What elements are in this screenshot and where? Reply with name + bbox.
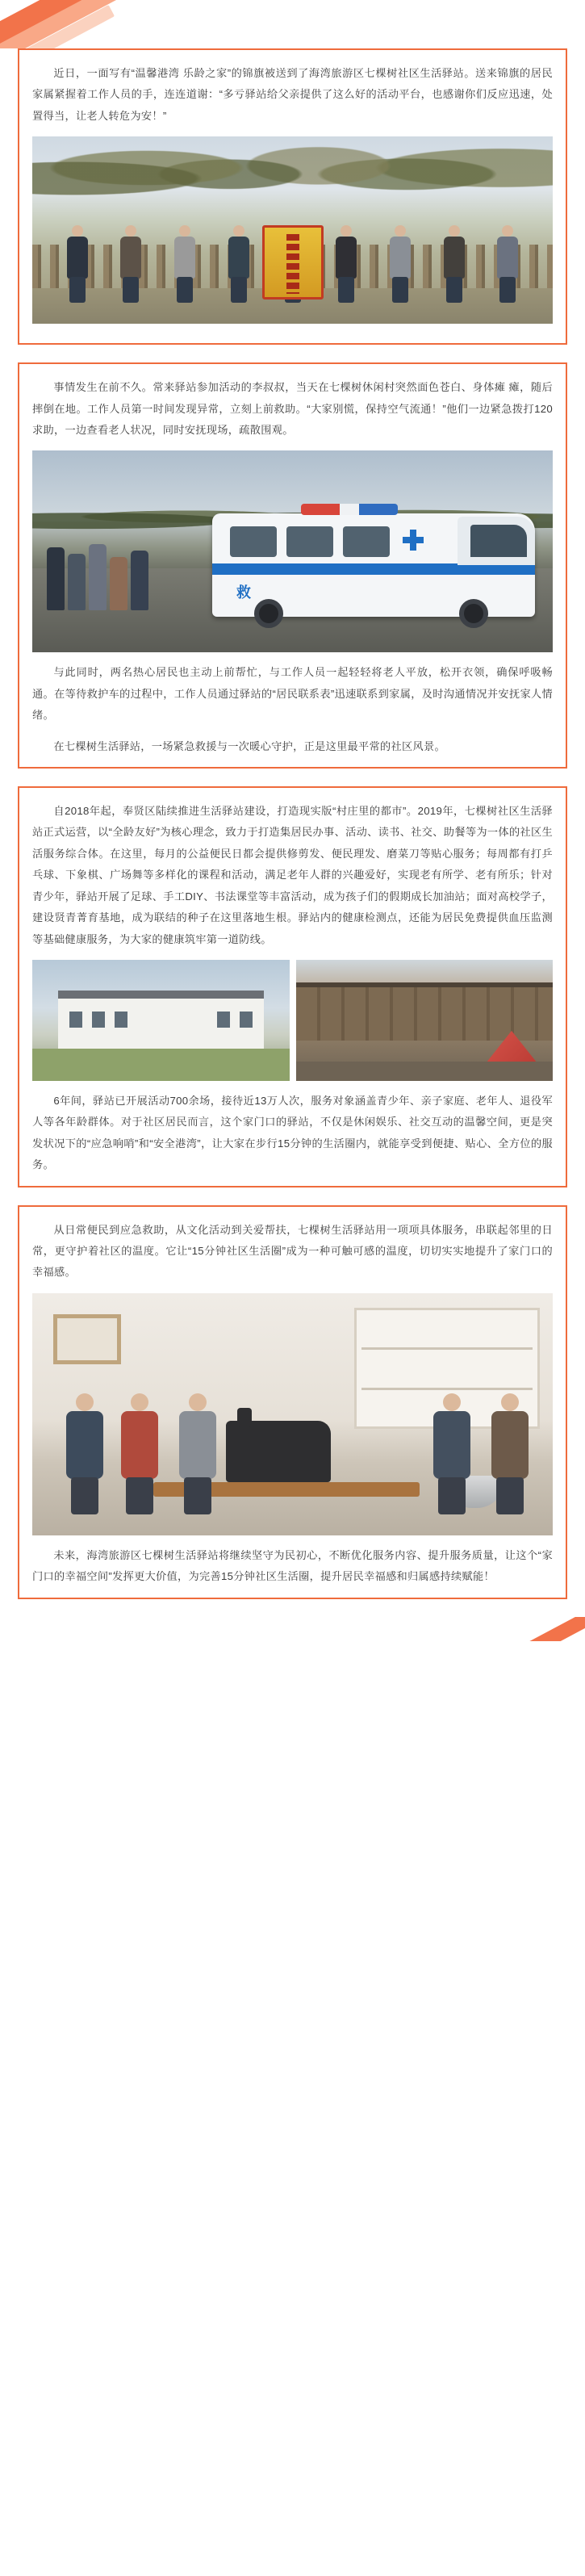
wall-picture-frame bbox=[53, 1314, 121, 1364]
article-section-2 bbox=[18, 362, 567, 769]
building-window bbox=[69, 1012, 82, 1028]
building-window bbox=[217, 1012, 230, 1028]
vehicle-label: 救 bbox=[236, 584, 253, 601]
paragraph: 事情发生在前不久。常来驿站参加活动的李叔叔，当天在七棵树休闲村突然面色苍白、身体瘫 瘫，随后摔倒在地。工作人员第一时间发现异常，立刻上前救助。“大家别慌，保持空气流通！”他们一边紧急拨打120求助，一边查看老人状况，同时安抚现场，疏散围观。 bbox=[32, 381, 553, 437]
article-section-3 bbox=[18, 786, 567, 1187]
person-figure bbox=[387, 225, 414, 303]
paragraph: 与此同时，两名热心居民也主动上前帮忙，与工作人员一起轻轻将老人平放，松开衣领，确保呼吸畅通。在等待救护车的过程中，工作人员通过驿站的“居民联系表”迅速联系到家属，及时沟通情况并安抚家人情绪。 bbox=[32, 666, 553, 722]
shelf-row bbox=[361, 1347, 533, 1350]
photo-outdoor-activity bbox=[296, 960, 554, 1081]
vehicle-stripe bbox=[212, 563, 535, 575]
building-window bbox=[92, 1012, 105, 1028]
photo-ambulance bbox=[32, 450, 553, 652]
lawn bbox=[32, 1049, 290, 1081]
vehicle-windshield bbox=[470, 525, 527, 557]
bystander-group bbox=[47, 533, 168, 610]
person-figure bbox=[441, 225, 468, 303]
person-figure bbox=[174, 1393, 221, 1514]
building-window bbox=[240, 1012, 253, 1028]
article-section-1 bbox=[18, 48, 567, 345]
person-figure bbox=[171, 225, 198, 303]
person-figure bbox=[487, 1393, 533, 1514]
paragraph: 未来，海湾旅游区七棵树生活驿站将继续坚守为民初心，不断优化服务内容、提升服务质量，让这个“家门口的幸福空间”发挥更大价值，为完善15分钟社区生活圈，提升居民幸福感和归属感持续赋能！ bbox=[32, 1548, 553, 1583]
photo-sewing-service bbox=[32, 1293, 553, 1535]
decorative-ribbon-bottom bbox=[0, 1617, 585, 1641]
person-figure bbox=[68, 554, 86, 610]
station-building bbox=[58, 991, 264, 1053]
shelf-row bbox=[361, 1388, 533, 1390]
ground-surface bbox=[296, 1062, 554, 1081]
ambulance-vehicle bbox=[212, 513, 535, 617]
person-figure bbox=[110, 557, 127, 610]
person-figure bbox=[117, 225, 144, 303]
paragraph: 6年间，驿站已开展活动700余场，接待近13万人次，服务对象涵盖青少年、亲子家庭、老年人、退役军人等各年龄群体。对于社区居民而言，这个家门口的驿站，不仅是休闲娱乐、社交互动的温馨空间，更是突发状况下的“应急响哨”和“安全港湾”，让大家在步行15分钟的生活圈内，就能享受到便捷、贴心、全方位的服务。 bbox=[32, 1094, 553, 1171]
person-figure bbox=[64, 225, 91, 303]
paragraph: 自2018年起，奉贤区陆续推进生活驿站建设，打造现实版“村庄里的都市”。2019年，七棵树社区生活驿站正式运营，以“全龄友好”为核心理念，致力于打造集居民办事、活动、读书、社交、助餐等为一体的社区生活服务综合体。在这里，每月的公益便民日都会提供修剪发、便民理发、磨菜刀等贴心服务；每周都有打乒乓球、下象棋、广场舞等多样化的课程和活动，满足老年人群的兴趣爱好，实现老有所学、老有所乐；针对青少年，驿站开展了足球、手工DIY、书法课堂等丰富活动，成为孩子们的假期成长加油站；面对高校学子，建设贤青菁育基地，成为联结的种子在这里落地生根。驿站内的健康检测点，还能为居民免费提供血压监测等基础健康服务，为大家的健康筑牢第一道防线。 bbox=[32, 805, 553, 945]
wooden-wall bbox=[296, 982, 554, 1041]
person-figure bbox=[89, 544, 107, 610]
appreciation-banner bbox=[262, 225, 324, 299]
emergency-light-bar bbox=[301, 504, 398, 515]
vehicle-window bbox=[343, 526, 390, 557]
photo-group-with-banner bbox=[32, 136, 553, 324]
person-figure bbox=[131, 551, 148, 610]
decorative-ribbon-top bbox=[0, 0, 585, 48]
paragraph: 从日常便民到应急救助，从文化活动到关爱帮扶，七棵树生活驿站用一项项具体服务，串联起邻里的日常，更守护着社区的温度。它让“15分钟社区生活圈”成为一种可触可感的温度，切切实实地提升了家门口的幸福感。 bbox=[32, 1223, 553, 1279]
photo-station-building bbox=[32, 960, 290, 1081]
article-section-4 bbox=[18, 1205, 567, 1599]
person-figure bbox=[494, 225, 521, 303]
vehicle-window bbox=[286, 526, 333, 557]
person-figure bbox=[428, 1393, 475, 1514]
person-figure bbox=[61, 1393, 108, 1514]
person-figure bbox=[47, 547, 65, 610]
person-figure bbox=[225, 225, 253, 303]
photo-row bbox=[32, 960, 553, 1081]
paragraph: 近日，一面写有“温馨港湾 乐龄之家”的锦旗被送到了海湾旅游区七棵树社区生活驿站。送来锦旗的居民家属紧握着工作人员的手，连连道谢：“多亏驿站给父亲提供了这么好的活动平台，也感谢你们反应迅速，处置得当，让老人转危为安！” bbox=[32, 67, 553, 122]
person-figure bbox=[332, 225, 360, 303]
medical-cross-icon bbox=[403, 530, 424, 551]
vehicle-window bbox=[230, 526, 277, 557]
building-window bbox=[115, 1012, 127, 1028]
person-figure bbox=[116, 1393, 163, 1514]
ribbon-band-primary bbox=[471, 1617, 585, 1641]
sewing-machine bbox=[226, 1421, 331, 1482]
paragraph: 在七棵树生活驿站，一场紧急救援与一次暖心守护，正是这里最平常的社区风景。 bbox=[53, 739, 445, 752]
